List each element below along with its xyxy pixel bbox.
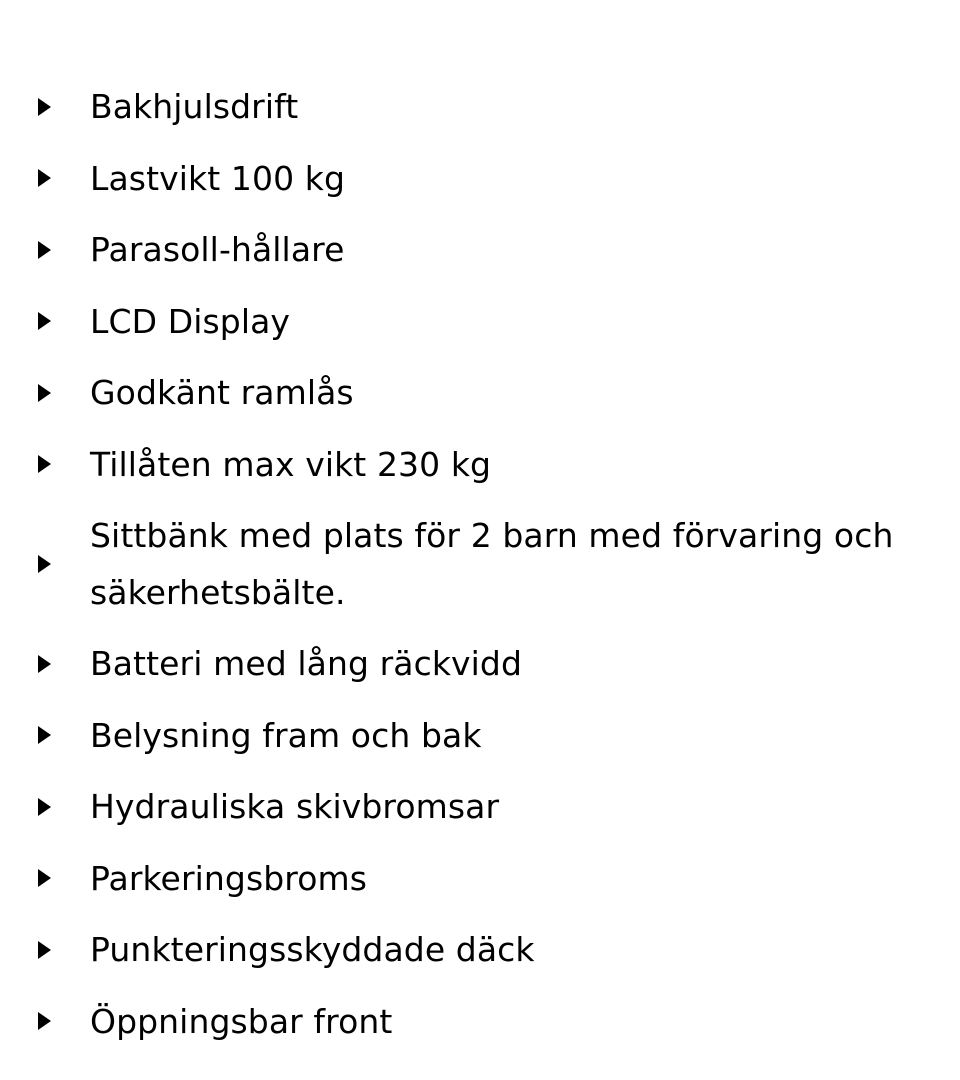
feature-text: Bakhjulsdrift (90, 87, 299, 127)
list-item (0, 286, 960, 358)
triangle-right-icon (38, 1012, 51, 1030)
list-item (0, 357, 960, 429)
triangle-right-icon (38, 384, 51, 402)
feature-text: Sittbänk med plats för 2 barn med förvaring och säkerhetsbälte. (90, 516, 894, 612)
triangle-right-icon (38, 555, 51, 573)
list-item (0, 914, 960, 986)
feature-text: Godkänt ramlås (90, 373, 354, 413)
feature-text: Punkteringsskyddade däck (90, 930, 535, 970)
feature-text: Parasoll-hållare (90, 230, 345, 270)
feature-text: LCD Display (90, 301, 291, 341)
feature-text: Öppningsbar front (90, 1001, 393, 1041)
list-item (0, 71, 960, 143)
triangle-right-icon (38, 726, 51, 744)
list-item (0, 986, 960, 1058)
triangle-right-icon (38, 798, 51, 816)
feature-text: Parkeringsbroms (90, 858, 368, 898)
list-item (0, 500, 960, 628)
triangle-right-icon (38, 455, 51, 473)
triangle-right-icon (38, 169, 51, 187)
triangle-right-icon (38, 941, 51, 959)
feature-text: Tillåten max vikt 230 kg (90, 444, 492, 484)
list-item (0, 771, 960, 843)
feature-list (0, 71, 960, 1057)
list-item (0, 143, 960, 215)
feature-text: Belysning fram och bak (90, 715, 482, 755)
feature-text: Batteri med lång räckvidd (90, 644, 523, 684)
triangle-right-icon (38, 655, 51, 673)
triangle-right-icon (38, 312, 51, 330)
list-item (0, 628, 960, 700)
list-item (0, 429, 960, 501)
list-item (0, 843, 960, 915)
triangle-right-icon (38, 241, 51, 259)
triangle-right-icon (38, 98, 51, 116)
feature-text: Lastvikt 100 kg (90, 158, 346, 198)
feature-text: Hydrauliska skivbromsar (90, 787, 500, 827)
list-item (0, 700, 960, 772)
list-item (0, 214, 960, 286)
triangle-right-icon (38, 869, 51, 887)
